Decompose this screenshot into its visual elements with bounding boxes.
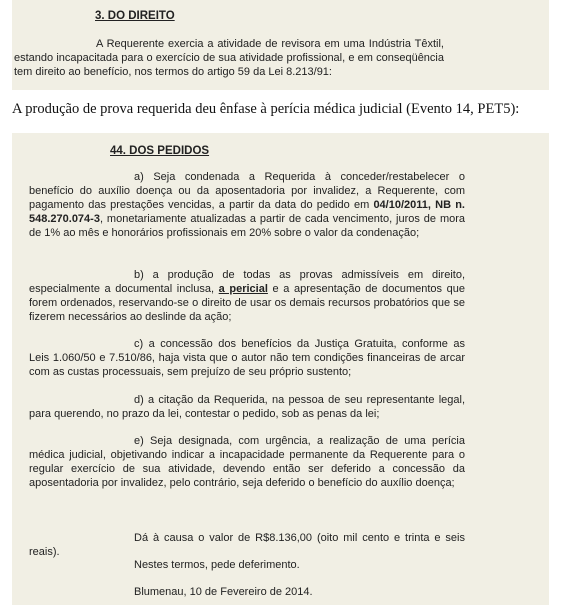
pedido-item-d: d) a citação da Requerida, na pessoa de seu representante legal, para querendo, no prazo da lei, contestar o pedido, sob as penas da lei; — [29, 394, 465, 420]
pedido-a-sep: , — [427, 199, 436, 211]
pedido-a-text-post: , monetariamente atualizadas a partir de cada vencimento, juros de mora de 1% ao mês e honorários profissionais em 20% sobre o valor da condenação; — [29, 213, 465, 239]
pedido-a-nb: NB n. 548.270.074-3 — [29, 199, 465, 225]
section-heading-pedidos: 44. DOS PEDIDOS — [110, 145, 210, 157]
paragraph-direito: A Requerente exercia a atividade de revisora em uma Indústria Têxtil, estando incapacitada para o exercício de sua atividade profissional, e em conseqüência tem direito ao benefício, nos termos do artigo 59 da Lei 8.213/91: — [14, 38, 444, 78]
pedido-b-text-post: e a apresentação de documentos que forem ordenados, reservando-se o direito de usar os demais recursos probatórios que se fizerem necessários ao deslinde da ação; — [29, 283, 465, 323]
pedido-item-b — [29, 268, 465, 324]
scanned-excerpt-direito — [12, 0, 549, 90]
pedido-b-highlight: a pericial — [218, 283, 268, 295]
caption-text: A produção de prova requerida deu ênfase à perícia médica judicial (Evento 14, PET5): — [12, 101, 520, 117]
local-e-data: Blumenau, 10 de Fevereiro de 2014. — [134, 586, 313, 598]
pedido-b-text-pre: b) a produção de todas as provas admissíveis em direito, especialmente a documental inclusa, — [29, 269, 465, 295]
pedido-item-c: c) a concessão dos benefícios da Justiça Gratuita, conforme as Leis 1.060/50 e 7.510/86, haja vista que o autor não tem condições financeiras de arcar com as custas processuais, sem prejuízo de seu próprio sustento; — [29, 338, 465, 378]
section-heading-direito: 3. DO DIREITO — [95, 10, 175, 22]
pedido-item-e: e) Seja designada, com urgência, a realização de uma perícia médica judicial, objetivando indicar a incapacidade permanente da Requerente para o regular exercício de sua atividade, devendo então ser deferido a concessão da aposentadoria por invalidez, pelo contrário, seja deferido o benefício do auxílio doença; — [29, 435, 465, 489]
pedido-a-text-pre: a) Seja condenada a Requerida à conceder/restabelecer o benefício do auxílio doença ou da aposentadoria por invalidez, a Requerente, com pagamento das prestações vencidas, a partir da data do pedido em — [29, 171, 465, 211]
valor-da-causa: Dá à causa o valor de R$8.136,00 (oito mil cento e trinta e seis reais). — [29, 532, 465, 558]
pedido-item-a — [29, 170, 465, 240]
pedido-deferimento: Nestes termos, pede deferimento. — [134, 559, 300, 571]
scanned-excerpt-pedidos — [12, 133, 549, 605]
pedido-a-date: 04/10/2011 — [373, 199, 428, 211]
